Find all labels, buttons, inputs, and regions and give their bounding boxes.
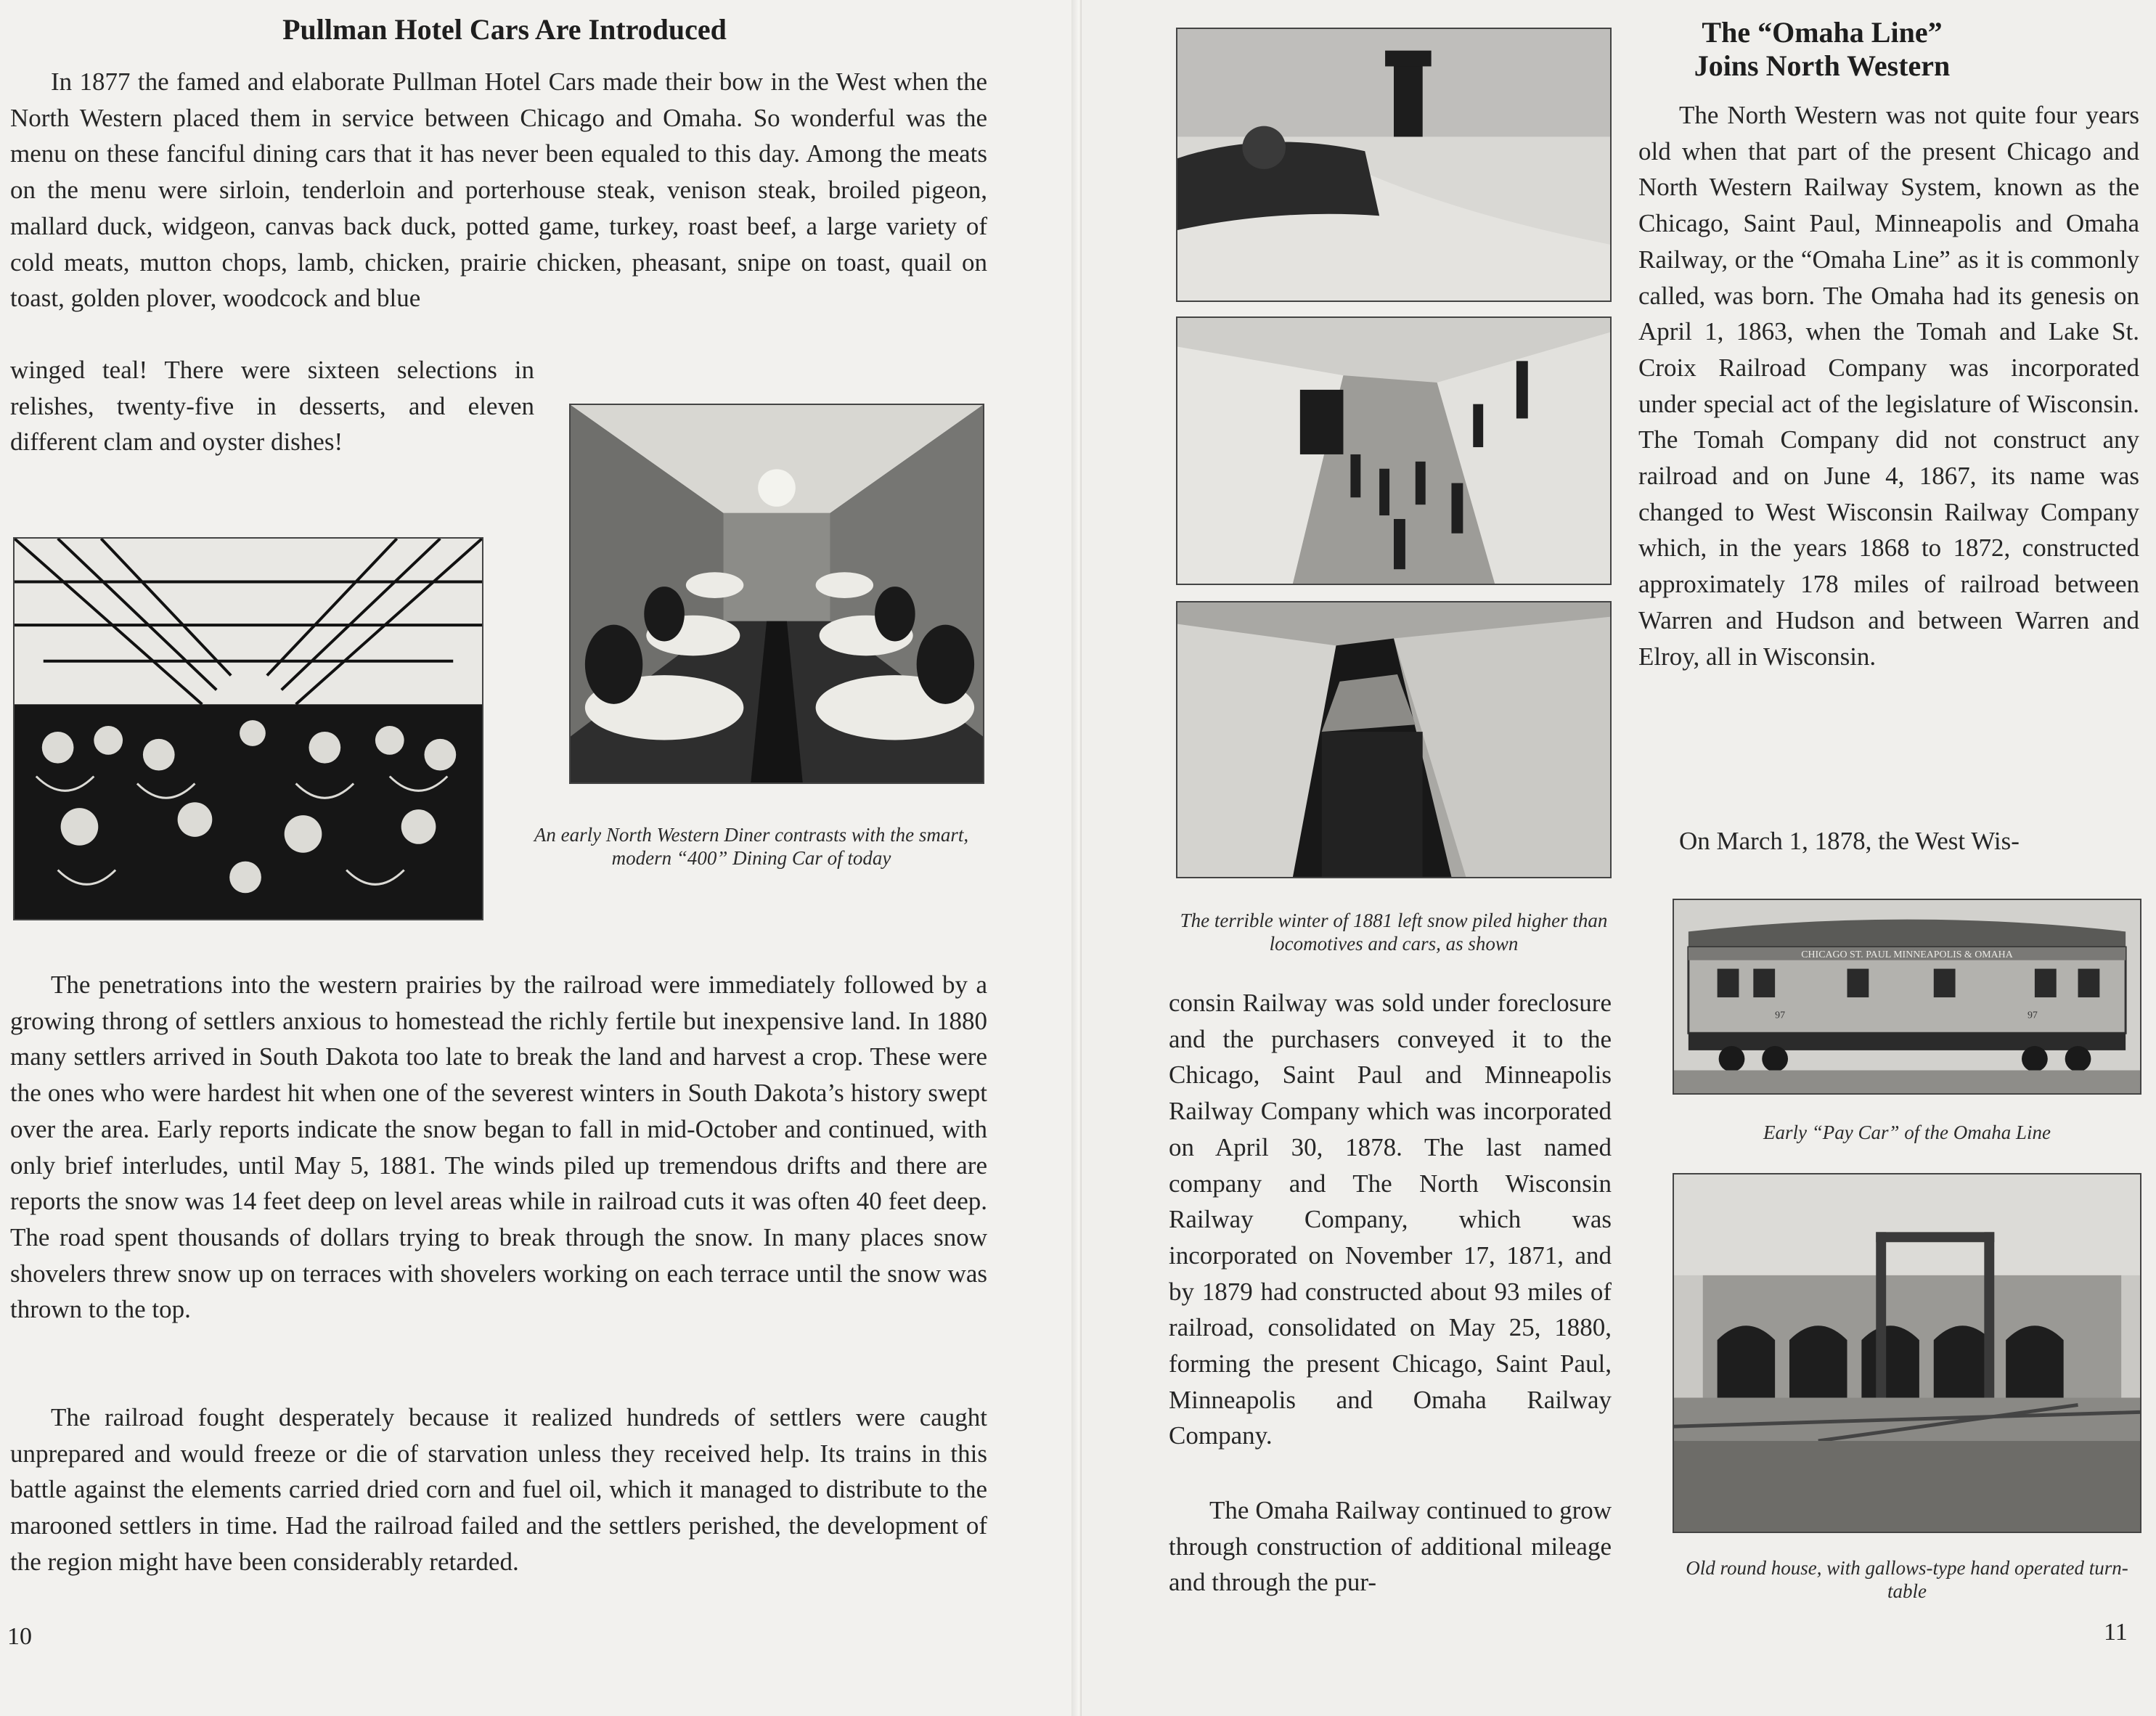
omaha-column-paragraph-continued: On March 1, 1878, the West Wis-	[1679, 827, 2020, 855]
pullman-engraving-image	[13, 537, 483, 920]
omaha-main-paragraph: consin Railway was sold under foreclosure and the purchasers conveyed it to the Chicago, Saint Paul and Minneapolis Railway Company which was incorporated on April 30, 1878. The last named company and The North Wisconsin Railway Company, which was incorporated on November 17, 1871, and by 1879 had constructed about 93 miles of railroad, consolidated on May 25, 1880, forming the present Chicago, Saint Paul, Minneapolis and Omaha Railway Company.	[1169, 989, 1612, 1450]
omaha-column-paragraph: The North Western was not quite four years old when that part of the present Chicago and North Western Railway System, known as the Chicago, Saint Paul, Minneapolis and Omaha Railway, or the “Omaha Line” as it is commonly called, was born. The Omaha had its genesis on April 1, 1863, when the Tomah and Lake St. Croix Railroad Company was incorporated under special act of the legislature of Wisconsin. The Tomah Company did not construct any railroad and on June 4, 1867, its name was changed to West Wisconsin Railway Company which, in the years 1868 to 1872, constructed approximately 178 miles of railroad between Warren and Hudson and between Warren and Elroy, all in Wisconsin.	[1638, 101, 2139, 671]
round-house-caption: Old round house, with gallows-type hand operated turn-table	[1686, 1557, 2128, 1602]
diner-caption: An early North Western Diner contrasts with the smart, modern “400” Dining Car of today	[534, 824, 969, 869]
modern-diner-image	[569, 404, 984, 784]
pullman-paragraph: In 1877 the famed and elaborate Pullman Hotel Cars made their bow in the West when the North Western placed them in service between Chicago and Omaha. So wonderful was the menu on these fanciful dining cars that it has never been equaled to this day. Among the meats on the menu were sirloin, tenderloin and porterhouse steak, venison steak, broiled pigeon, mallard duck, widgeon, canvas back duck, potted game, turkey, roast beef, a large variety of cold meats, mutton chops, lamb, chicken, prairie chicken, pheasant, snipe on toast, quail on toast, golden plover, woodcock and blue	[10, 68, 987, 313]
pay-car-number-right: 97	[2027, 1009, 2038, 1021]
omaha-main-paragraph-continued: The Omaha Railway continued to grow through construction of additional mileage and through the pur-	[1169, 1496, 1612, 1597]
pay-car-number-left: 97	[1775, 1009, 1786, 1021]
snow-cut-cars-image	[1176, 601, 1612, 878]
pay-car-image	[1673, 899, 2141, 1095]
pullman-heading: Pullman Hotel Cars Are Introduced	[282, 13, 727, 46]
left-page	[0, 0, 1076, 1716]
page-number-right: 11	[2104, 1619, 2128, 1646]
pullman-paragraph-continued: winged teal! There were sixteen selections in relishes, twenty-five in desserts, and eleven different clam and oyster dishes!	[10, 356, 534, 457]
pay-car-caption: Early “Pay Car” of the Omaha Line	[1763, 1121, 2051, 1143]
page-number-left: 10	[7, 1623, 32, 1650]
round-house-image	[1673, 1173, 2141, 1533]
snow-caption: The terrible winter of 1881 left snow piled higher than locomotives and cars, as shown	[1180, 910, 1608, 955]
snow-locomotive-top-image	[1176, 28, 1612, 302]
settlers-paragraph: The penetrations into the western prairies by the railroad were immediately followed by a growing throng of settlers anxious to homestead the richly fertile but inexpensive land. In 1880 many settlers arrived in South Dakota too late to break the land and harvest a crop. These were the ones who were hardest hit when one of the severest winters in South Dakota’s history swept over the area. Early reports indicate the snow began to fall in mid-October and continued, with only brief interludes, until May 5, 1881. The winds piled up tremendous drifts and there are reports the snow was 14 feet deep on level areas while in railroad cuts it was often 40 feet deep. The road spent thousands of dollars trying to break through the snow. In many places snow shovelers threw snow up on terraces with shovelers working on each terrace until the snow was thrown to the top.	[10, 971, 987, 1324]
snow-shovelers-image	[1176, 316, 1612, 585]
pay-car-lettering: CHICAGO ST. PAUL MINNEAPOLIS & OMAHA	[1801, 948, 2013, 960]
omaha-line-heading: The “Omaha Line” Joins North Western	[1694, 16, 1951, 82]
right-page	[1082, 0, 2156, 1716]
railroad-fight-paragraph: The railroad fought desperately because it realized hundreds of settlers were caught unprepared and would freeze or die of starvation unless they received help. Its trains in this battle against the elements carried dried corn and fuel oil, which it managed to distribute to the marooned settlers in time. Had the railroad failed and the settlers perished, the development of the region might have been considerably retarded.	[10, 1403, 987, 1576]
